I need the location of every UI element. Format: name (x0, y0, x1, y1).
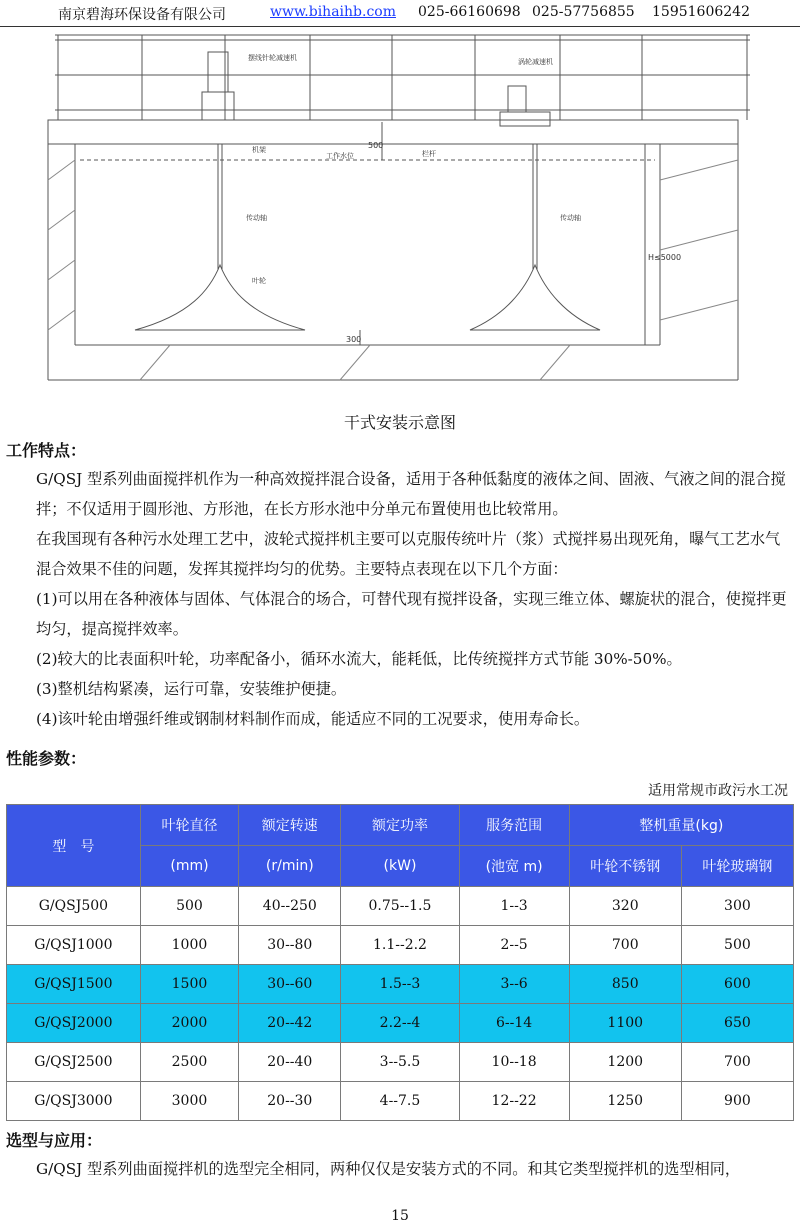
cell-weight-ss: 1100 (569, 1004, 681, 1043)
label-dim-depth: H≤5000 (648, 253, 682, 262)
cell-weight-ss: 850 (569, 965, 681, 1004)
phone-1: 025-66160698 (418, 4, 521, 20)
col-diameter-unit: (mm) (140, 846, 238, 887)
features-item-2: (2)较大的比表面积叶轮，功率配备小，循环水流大，能耗低，比传统搅拌方式节能 30%-50%。 (36, 650, 682, 668)
label-shaft-right: 传动轴 (560, 214, 581, 222)
table-row-highlighted (7, 1004, 794, 1043)
cell-diameter: 1500 (140, 965, 238, 1004)
col-power-unit: (kW) (341, 846, 459, 887)
table-row-highlighted (7, 965, 794, 1004)
page-number: 15 (391, 1208, 409, 1224)
col-speed-unit: (r/min) (239, 846, 341, 887)
cell-power: 1.1--2.2 (341, 926, 459, 965)
cell-range: 3--6 (459, 965, 569, 1004)
col-diameter: 叶轮直径 (140, 805, 238, 846)
table-row (7, 1043, 794, 1082)
selection-para: G/QSJ 型系列曲面搅拌机的选型完全相同，两种仅仅是安装方式的不同。和其它类型搅拌机的选型相同， (36, 1160, 741, 1178)
cell-speed: 20--40 (239, 1043, 341, 1082)
col-model: 型 号 (7, 805, 141, 887)
cell-weight-ss: 700 (569, 926, 681, 965)
table-row (7, 1082, 794, 1121)
col-range: 服务范围 (459, 805, 569, 846)
page-header (0, 0, 800, 27)
label-water-level: 工作水位 (326, 152, 354, 160)
cell-diameter: 2000 (140, 1004, 238, 1043)
cell-speed: 20--42 (239, 1004, 341, 1043)
features-para-2: 在我国现有各种污水处理工艺中，波轮式搅拌机主要可以克服传统叶片（浆）式搅拌易出现死角，曝气工艺水气混合效果不佳的问题，发挥其搅拌均匀的优势。主要特点表现在以下几个方面： (36, 530, 781, 578)
cell-weight-frp: 900 (681, 1082, 793, 1121)
features-item-4: (4)该叶轮由增强纤维或钢制材料制作而成，能适应不同的工况要求，使用寿命长。 (36, 710, 590, 728)
phone-2: 025-57756855 (532, 4, 635, 20)
cell-range: 10--18 (459, 1043, 569, 1082)
cell-model: G/QSJ3000 (7, 1082, 141, 1121)
cell-weight-ss: 1250 (569, 1082, 681, 1121)
cell-model: G/QSJ1000 (7, 926, 141, 965)
cell-speed: 40--250 (239, 887, 341, 926)
features-body (6, 464, 794, 734)
features-para-1: G/QSJ 型系列曲面搅拌机作为一种高效搅拌混合设备，适用于各种低黏度的液体之间、固液、气液之间的混合搅拌；不仅适用于圆形池、方形池，在长方形水池中分单元布置使用也比较常用。 (36, 470, 786, 518)
cell-weight-frp: 600 (681, 965, 793, 1004)
cell-power: 1.5--3 (341, 965, 459, 1004)
cell-range: 2--5 (459, 926, 569, 965)
cell-range: 6--14 (459, 1004, 569, 1043)
cell-weight-ss: 1200 (569, 1043, 681, 1082)
label-reducer-right: 涡轮减速机 (518, 58, 553, 66)
col-weight-frp: 叶轮玻璃钢 (681, 846, 793, 887)
cell-weight-ss: 320 (569, 887, 681, 926)
cell-diameter: 3000 (140, 1082, 238, 1121)
selection-heading: 选型与应用： (6, 1131, 103, 1150)
label-railing: 栏杆 (422, 150, 436, 158)
cell-model: G/QSJ2500 (7, 1043, 141, 1082)
cell-range: 12--22 (459, 1082, 569, 1121)
phone-3: 15951606242 (652, 4, 750, 20)
features-heading: 工作特点： (6, 441, 87, 460)
label-dim-300: 300 (346, 335, 362, 344)
cell-diameter: 500 (140, 887, 238, 926)
cell-power: 4--7.5 (341, 1082, 459, 1121)
installation-diagram (20, 30, 780, 402)
selection-body (6, 1154, 794, 1184)
col-weight-ss: 叶轮不锈钢 (569, 846, 681, 887)
label-reducer-left: 摆线针轮减速机 (248, 54, 297, 62)
cell-power: 2.2--4 (341, 1004, 459, 1043)
table-row (7, 926, 794, 965)
label-impeller: 叶轮 (252, 277, 266, 285)
label-shaft-left: 传动轴 (246, 214, 267, 222)
cell-diameter: 1000 (140, 926, 238, 965)
col-range-unit: (池宽 m) (459, 846, 569, 887)
cell-weight-frp: 500 (681, 926, 793, 965)
cell-power: 0.75--1.5 (341, 887, 459, 926)
features-item-3: (3)整机结构紧凑，运行可靠，安装维护便捷。 (36, 680, 347, 698)
cell-weight-frp: 300 (681, 887, 793, 926)
cell-speed: 30--60 (239, 965, 341, 1004)
table-row (7, 887, 794, 926)
cell-power: 3--5.5 (341, 1043, 459, 1082)
cell-speed: 30--80 (239, 926, 341, 965)
features-item-1: (1)可以用在各种液体与固体、气体混合的场合，可替代现有搅拌设备，实现三维立体、螺旋状的混合，使搅拌更均匀，提高搅拌效率。 (36, 590, 787, 638)
cell-range: 1--3 (459, 887, 569, 926)
col-weight: 整机重量(kg) (569, 805, 793, 846)
performance-table (6, 804, 794, 1121)
website-link[interactable]: www.bihaihb.com (270, 4, 396, 20)
company-name: 南京碧海环保设备有限公司 (58, 7, 226, 23)
cell-speed: 20--30 (239, 1082, 341, 1121)
cell-model: G/QSJ2000 (7, 1004, 141, 1043)
cell-model: G/QSJ500 (7, 887, 141, 926)
col-speed: 额定转速 (239, 805, 341, 846)
cell-weight-frp: 700 (681, 1043, 793, 1082)
cell-model: G/QSJ1500 (7, 965, 141, 1004)
cell-weight-frp: 650 (681, 1004, 793, 1043)
label-frame: 机架 (252, 146, 266, 154)
diagram-caption: 干式安装示意图 (343, 413, 456, 432)
performance-heading: 性能参数： (6, 749, 87, 768)
col-power: 额定功率 (341, 805, 459, 846)
cell-diameter: 2500 (140, 1043, 238, 1082)
label-dim-500: 500 (368, 141, 384, 150)
performance-note: 适用常规市政污水工况 (648, 783, 788, 799)
